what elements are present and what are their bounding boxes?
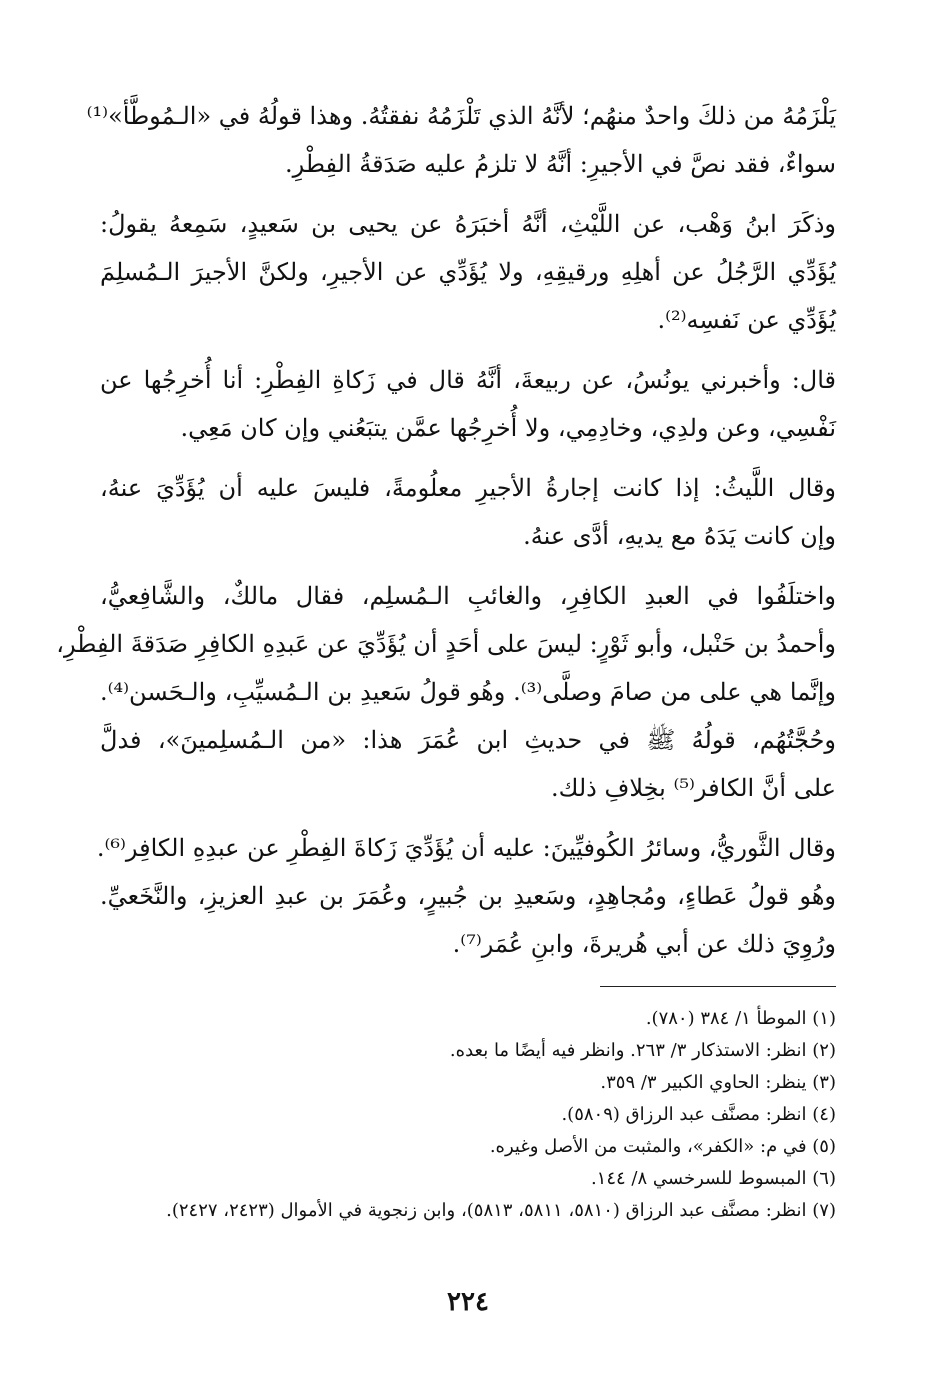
paragraph-2 [100,200,836,344]
text-line: قال: وأخبرني يونُسُ، عن ربيعةَ، أنَّهُ قال في زَكاةِ الفِطْرِ: أنا أُخرِجُها عن [100,366,836,394]
text-line: يُؤَدِّي عن نَفسِه⁽²⁾. [657,306,836,334]
paragraph-3 [100,356,836,452]
paragraph-4 [100,464,836,560]
main-text [56,92,837,980]
text-line: سواءٌ، فقد نصَّ في الأجيرِ: أنَّهُ لا تلزمُ عليه صَدَقةُ الفِطْرِ. [284,150,836,178]
text-line: يَلْزَمُهُ من ذلكَ واحدٌ منهُم؛ لأنَّهُ الذي تَلْزَمُهُ نفقتُهُ. وهذا قولُهُ في «الـمُوطَّأ»⁽¹⁾ [86,102,836,130]
text-line: وهُو قولُ عَطاءٍ، ومُجاهِدٍ، وسَعيدِ بن جُبيرٍ، وعُمَرَ بن عبدِ العزيزِ، والنَّخَعيِّ. [100,882,836,910]
footnote-6: (٦) المبسوط للسرخسي ٨/ ١٤٤. [590,1168,836,1189]
footnote-3: (٣) ينظر: الحاوي الكبير ٣/ ٣٥٩. [600,1072,836,1093]
text-line: وقال اللَّيثُ: إذا كانت إجارةُ الأجيرِ معلُومةً، فليسَ عليه أن يُؤَدِّيَ عنهُ، [100,474,836,502]
paragraph-6 [96,824,836,968]
footnote-7: (٧) انظر: مصنَّف عبد الرزاق (٥٨١٠، ٥٨١١، ٥٨١٣)، وابن زنجوية في الأموال (٢٤٢٣، ٢٤٢٧). [166,1200,836,1221]
text-line: وإنَّما هي على من صامَ وصلَّى⁽³⁾. وهُو قولُ سَعيدِ بن الـمُسيِّبِ، والـحَسن⁽⁴⁾. [100,678,837,706]
paragraph-1 [86,92,836,188]
footnotes [100,1003,836,1227]
text-line: على أنَّ الكافر⁽⁵⁾ بخِلافِ ذلك. [551,774,836,802]
paragraph-5 [56,572,837,812]
footnote-4: (٤) انظر: مصنَّف عبد الرزاق (٥٨٠٩). [561,1104,836,1125]
text-line: نَفْسِي، وعن ولدِي، وخادِمِي، ولا أُخرِجُها عمَّن يتبَعُني وإن كان مَعِي. [180,414,836,442]
text-line: وحُجَّتُهُم، قولُهُ ﷺ في حديثِ ابن عُمَرَ هذا: «من الـمُسلِمينَ»، فدلَّ [100,726,836,754]
text-line: وإن كانت يَدَهُ مع يديهِ، أدَّى عنهُ. [523,522,836,550]
text-line: وأحمدُ بن حَنْبل، وأبو ثَوْرٍ: ليسَ على أحَدٍ أن يُؤَدِّيَ عن عَبدِهِ الكافِرِ صَدَقةَ الفِطْرِ، [56,630,836,658]
text-line: يُؤَدِّي الرَّجُلُ عن أهلِهِ ورقيقِهِ، ولا يُؤَدِّي عن الأجيرِ، ولكنَّ الأجيرَ الـمُسلِمَ [100,258,836,286]
text-line: ورُوِيَ ذلك عن أبي هُريرةَ، وابنِ عُمَر⁽⁷⁾. [452,930,836,958]
footnote-divider [600,986,836,987]
footnote-1: (١) الموطأ ١/ ٣٨٤ (٧٨٠). [645,1008,836,1029]
text-line: وذكَرَ ابنُ وَهْب، عن اللَّيْثِ، أنَّهُ أخبَرَهُ عن يحيى بن سَعيدٍ، سَمِعهُ يقولُ: [100,210,836,238]
text-line: وقال الثَّوريُّ، وسائرُ الكُوفيِّينَ: عليه أن يُؤَدِّيَ زَكاةَ الفِطْرِ عن عبدِهِ الكافِر⁽⁶⁾. [96,834,836,862]
page-number: ٢٢٤ [447,1287,489,1317]
footnote-2: (٢) انظر: الاستذكار ٣/ ٢٦٣. وانظر فيه أيضًا ما بعده. [449,1040,836,1061]
footnote-5: (٥) في م: «الكفر»، والمثبت من الأصل وغيره. [489,1136,836,1157]
text-line: واختلَفُوا في العبدِ الكافِرِ، والغائبِ الـمُسلِم، فقال مالكٌ، والشَّافِعيُّ، [100,582,836,610]
